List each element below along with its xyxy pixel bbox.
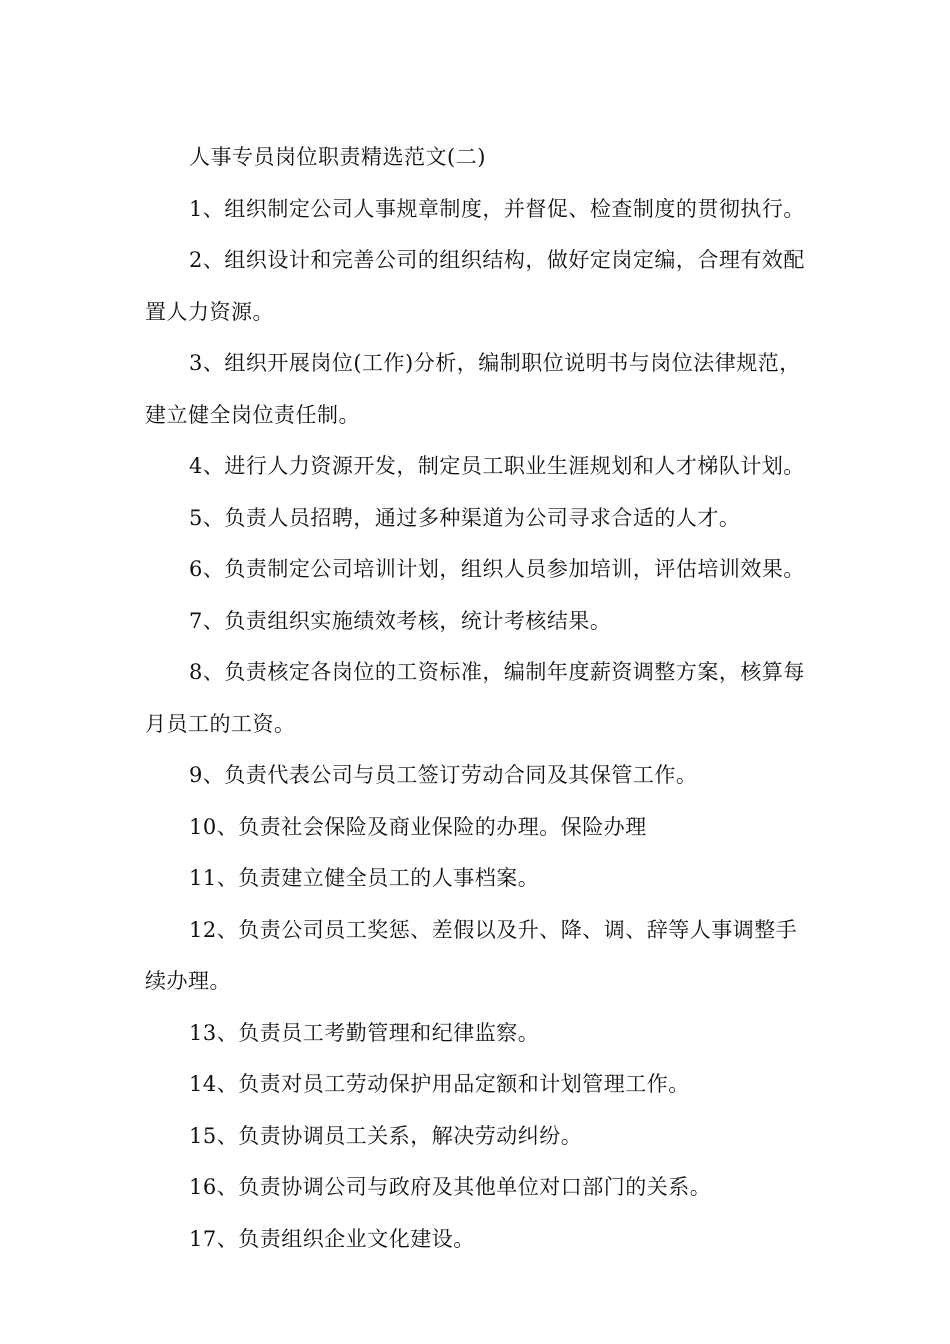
paragraph: 1、组织制定公司人事规章制度，并督促、检查制度的贯彻执行。 — [189, 196, 805, 221]
paragraph: 9、负责代表公司与员工签订劳动合同及其保管工作。 — [189, 763, 698, 787]
paragraph: 13、负责员工考勤管理和纪律监察。 — [189, 1020, 540, 1045]
document-body — [145, 132, 810, 1265]
paragraph: 16、负责协调公司与政府及其他单位对口部门的关系。 — [189, 1175, 712, 1199]
paragraph: 10、负责社会保险及商业保险的办理。保险办理 — [189, 814, 647, 839]
paragraph: 12、负责公司员工奖惩、差假以及升、降、调、辞等人事调整手续办理。 — [145, 917, 798, 993]
paragraph: 3、组织开展岗位(工作)分析，编制职位说明书与岗位法律规范，建立健全岗位责任制。 — [145, 351, 801, 427]
document-title: 人事专员岗位职责精选范文(二) — [189, 145, 486, 169]
paragraph: 5、负责人员招聘，通过多种渠道为公司寻求合适的人才。 — [189, 505, 741, 530]
paragraph: 11、负责建立健全员工的人事档案。 — [189, 866, 540, 890]
paragraph: 8、负责核定各岗位的工资标准，编制年度薪资调整方案，核算每月员工的工资。 — [145, 660, 805, 736]
paragraph: 17、负责组织企业文化建设。 — [189, 1226, 475, 1251]
paragraph: 14、负责对员工劳动保护用品定额和计划管理工作。 — [189, 1072, 690, 1096]
paragraph: 2、组织设计和完善公司的组织结构，做好定岗定编，合理有效配置人力资源。 — [145, 248, 805, 324]
paragraph: 15、负责协调员工关系，解决劳动纠纷。 — [189, 1123, 583, 1148]
paragraph: 6、负责制定公司培训计划，组织人员参加培训，评估培训效果。 — [189, 557, 805, 581]
paragraph: 4、进行人力资源开发，制定员工职业生涯规划和人才梯队计划。 — [189, 454, 805, 478]
paragraph: 7、负责组织实施绩效考核，统计考核结果。 — [189, 608, 612, 633]
